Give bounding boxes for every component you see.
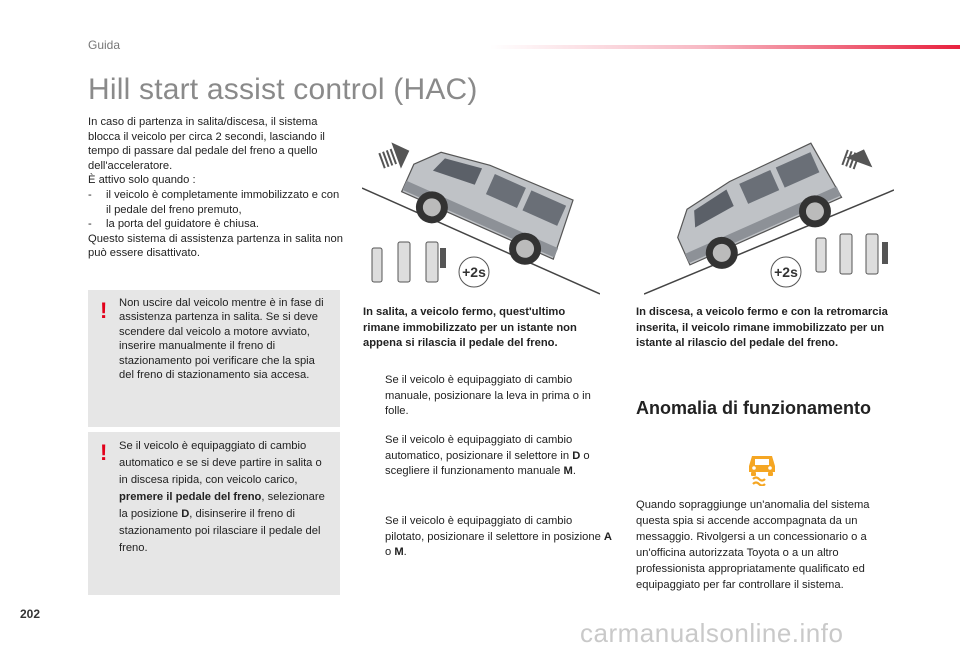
motion-arrow-icon [841, 144, 877, 175]
timer-badge [459, 257, 489, 287]
warning-box [88, 290, 340, 427]
instruction-item [363, 433, 619, 480]
van-downhill-image [644, 130, 894, 298]
skid-warning-icon [744, 450, 780, 486]
dash-marker: - [88, 218, 92, 231]
instruction-text: Se il veicolo è equipaggiato di cambio automatico, posizionare il selettore in D o scegliere il funzionamento manuale M. [385, 434, 590, 478]
watermark: carmanualsonline.info [580, 618, 844, 648]
warning-icon: ! [100, 440, 108, 465]
motion-arrow-icon [376, 138, 414, 175]
page-number: 202 [20, 607, 41, 621]
instruction-text: Se il veicolo è equipaggiato di cambio pilotato, posizionare il selettore in posizione A o M. [385, 515, 612, 559]
warning-icon: ! [100, 298, 108, 323]
timer-badge [771, 257, 801, 287]
header-rule [490, 45, 960, 49]
intro-paragraph: Questo sistema di assistenza partenza in salita non può essere disattivato. [88, 232, 343, 260]
condition-text: il veicolo è completamente immobilizzato e con il pedale del freno premuto, [106, 188, 340, 216]
uphill-illustration [362, 130, 600, 298]
condition-item [88, 217, 343, 232]
bullet-icon [363, 433, 385, 480]
instruction-text: Se il veicolo è equipaggiato di cambio manuale, posizionare la leva in prima o in folle. [385, 374, 591, 418]
instruction-item [363, 514, 613, 561]
van-uphill-image [362, 130, 600, 298]
bullet-icon [363, 514, 385, 561]
dash-marker: - [88, 188, 92, 201]
warning-text: Non uscire dal veicolo mentre è in fase di assistenza partenza in salita. Se si deve scendere dal veicolo a motore avviato, inserire manualmente il freno di stazionamento poi verificare che la spia del freno di stazionamento sia accesa. [119, 297, 324, 382]
condition-item [88, 188, 343, 217]
active-only-label: È attivo solo quando : [88, 174, 196, 187]
condition-text: la porta del guidatore è chiusa. [106, 218, 259, 231]
pedals-icon [372, 242, 446, 282]
warning-box [88, 432, 340, 595]
fault-text: Quando sopraggiunge un'anomalia del sistema questa spia si accende accompagnata da un messaggio. Rivolgersi a un concessionario o a un'officina autorizzata Toyota o a un altro professionista appropriatamente qualificato ed equipaggiato per far controllare il sistema. [636, 499, 870, 591]
instruction-item [363, 373, 611, 420]
downhill-illustration [644, 130, 894, 298]
intro-paragraph: In caso di partenza in salita/discesa, il sistema blocca il veicolo per circa 2 secondi, lasciando il tempo di passare dal pedale del freno a quello dell'acceleratore. [88, 116, 325, 172]
page-title: Hill start assist control (HAC) [88, 73, 478, 106]
intro-text [88, 115, 343, 261]
warning-text: Se il veicolo è equipaggiato di cambio automatico e se si deve partire in salita o in discesa ripida, con veicolo carico, premere il pedale del freno, selezionare la posizione D, disinserire il freno di stazionamento poi rilasciare il pedale del freno. [119, 440, 325, 554]
bullet-icon [363, 373, 385, 420]
timer-badge-label: +2s [462, 264, 486, 280]
downhill-caption: In discesa, a veicolo fermo e con la retromarcia inserita, il veicolo rimane immobilizzato per un istante al rilascio del pedale del freno. [636, 306, 888, 350]
uphill-caption: In salita, a veicolo fermo, quest'ultimo rimane immobilizzato per un istante non appena si rilascia il pedale del freno. [363, 306, 577, 350]
fault-heading: Anomalia di funzionamento [636, 398, 872, 418]
timer-badge-label: +2s [774, 264, 798, 280]
section-label: Guida [88, 38, 121, 52]
pedals-icon [816, 234, 888, 274]
